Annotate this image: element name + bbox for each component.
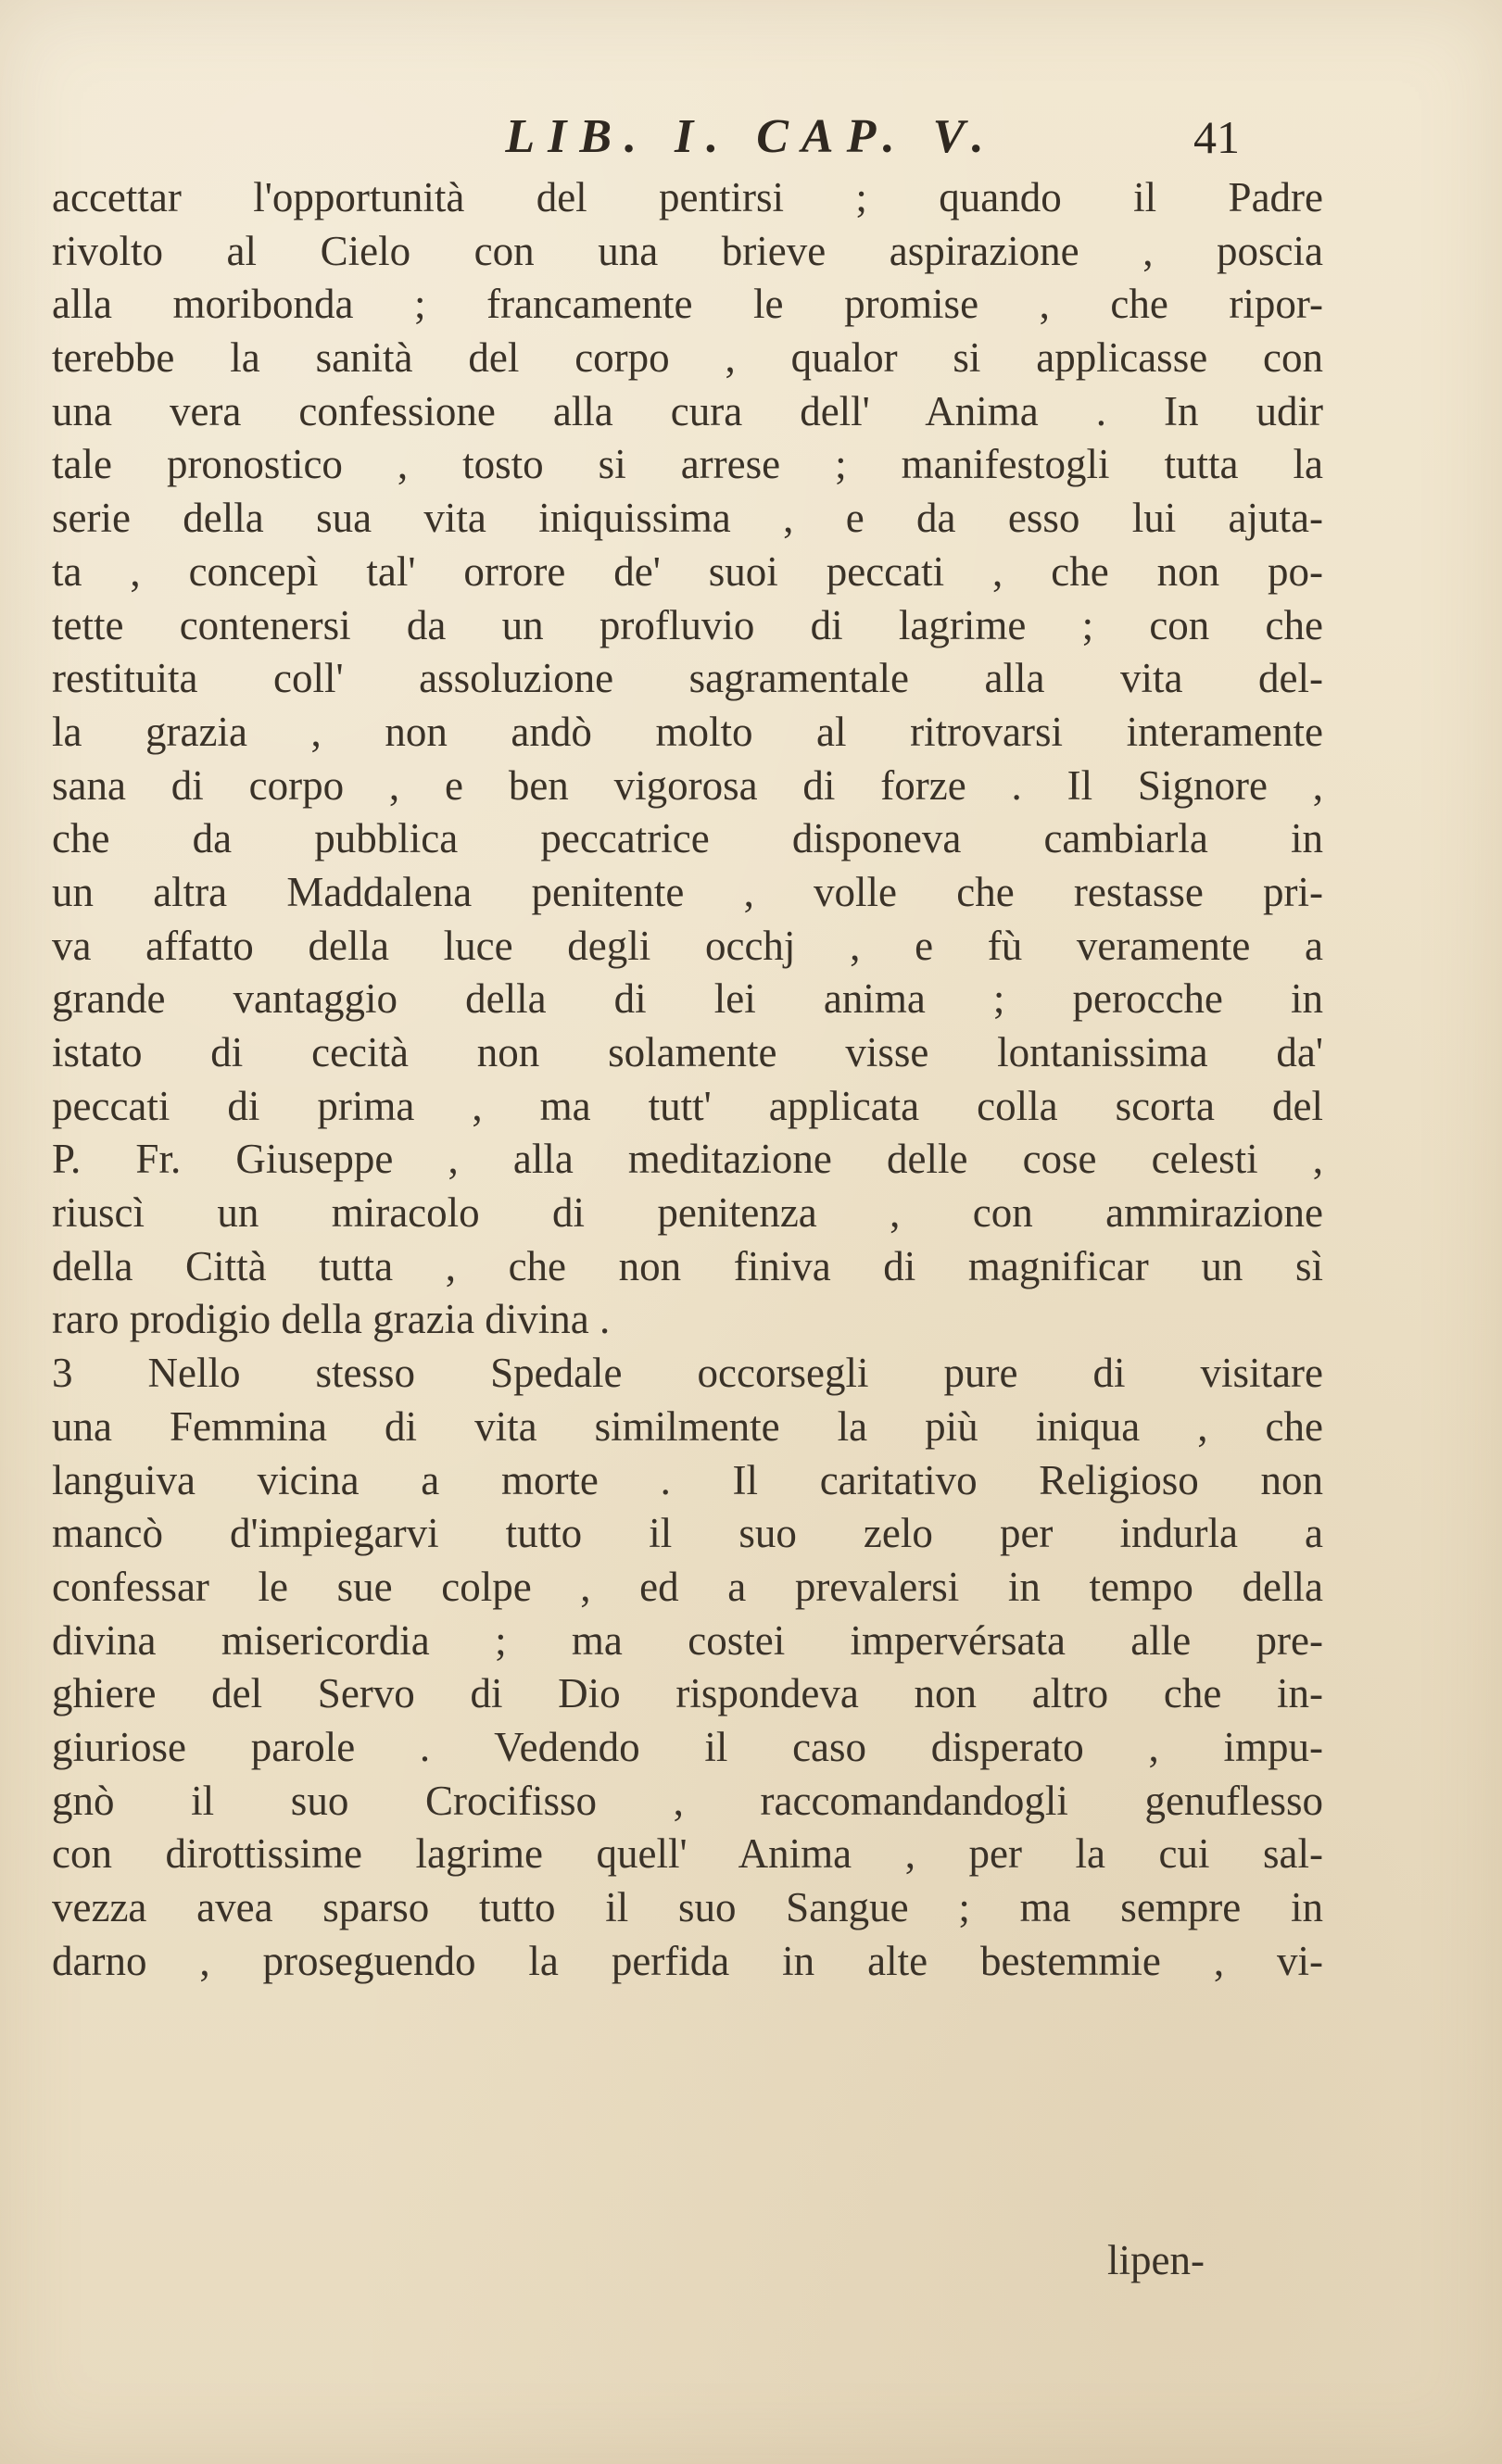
text-line: terebbe la sanità del corpo , qualor si applicasse con (52, 334, 1323, 382)
text-line: peccati di prima , ma tutt' applicata colla scorta del (52, 1082, 1323, 1129)
text-line: sana di corpo , e ben vigorosa di forze . Il Signore , (52, 761, 1323, 809)
text-line: vezza avea sparso tutto il suo Sangue ; ma sempre in (52, 1884, 1323, 1930)
text-line: serie della sua vita iniquissima , e da esso lui ajuta- (52, 495, 1323, 542)
text-line: confessar le sue colpe , ed a prevalersi in tempo della (52, 1563, 1323, 1610)
body-text (52, 171, 1323, 1988)
text-line: mancò d'impiegarvi tutto il suo zelo per indurla a (52, 1510, 1323, 1557)
running-head: LIB. I. CAP. V. (505, 110, 997, 163)
text-line: ghiere del Servo di Dio rispondeva non altro che in- (52, 1670, 1323, 1717)
page-header (0, 109, 1502, 165)
text-line: darno , proseguendo la perfida in alte bestemmie , vi- (52, 1937, 1323, 1984)
text-line: una vera confessione alla cura dell' Anima . In udir (52, 387, 1323, 434)
text-line: alla moribonda ; francamente le promise , che ripor- (52, 281, 1323, 328)
text-line: della Città tutta , che non finiva di magnificar un sì (52, 1242, 1323, 1289)
catchword-row (1107, 2232, 1330, 2288)
text-line: va affatto della luce degli occhj , e fù veramente a (52, 922, 1323, 969)
text-line: giuriose parole . Vedendo il caso disperato , impu- (52, 1723, 1323, 1770)
page-number: 41 (1193, 111, 1240, 163)
text-line: restituita coll' assoluzione sagramentale alla vita del- (52, 655, 1323, 702)
text-line: rivolto al Cielo con una brieve aspirazione , poscia (52, 227, 1323, 274)
text-line: un altra Maddalena penitente , volle che restasse pri- (52, 868, 1323, 915)
text-line: con dirottissime lagrime quell' Anima , per la cui sal- (52, 1830, 1323, 1878)
text-line: divina misericordia ; ma costei impervérsata alle pre- (52, 1616, 1323, 1664)
text-line: gnò il suo Crocifisso , raccomandandogli genuflesso (52, 1777, 1323, 1824)
text-line: languiva vicina a morte . Il caritativo Religioso non (52, 1456, 1323, 1503)
text-line: una Femmina di vita similmente la più iniqua , che (52, 1402, 1323, 1450)
text-line: 3 Nello stesso Spedale occorsegli pure di visitare (52, 1350, 1323, 1397)
text-line: tette contenersi da un profluvio di lagrime ; con che (52, 601, 1323, 648)
text-line: tale pronostico , tosto si arrese ; manifestogli tutta la (52, 441, 1323, 488)
catchword: lipen- (1107, 2237, 1205, 2283)
text-line: che da pubblica peccatrice disponeva cambiarla in (52, 815, 1323, 862)
text-line: raro prodigio della grazia divina . (52, 1296, 611, 1343)
text-line: grande vantaggio della di lei anima ; perocche in (52, 975, 1323, 1023)
text-line: P. Fr. Giuseppe , alla meditazione delle cose celesti , (52, 1136, 1323, 1183)
text-line: la grazia , non andò molto al ritrovarsi interamente (52, 708, 1323, 755)
text-line: accettar l'opportunità del pentirsi ; quando il Padre (52, 174, 1323, 220)
text-line: istato di cecità non solamente visse lontanissima da' (52, 1029, 1323, 1075)
text-line: riuscì un miracolo di penitenza , con ammirazione (52, 1189, 1323, 1237)
text-line: ta , concepì tal' orrore de' suoi peccati , che non po- (52, 547, 1323, 595)
